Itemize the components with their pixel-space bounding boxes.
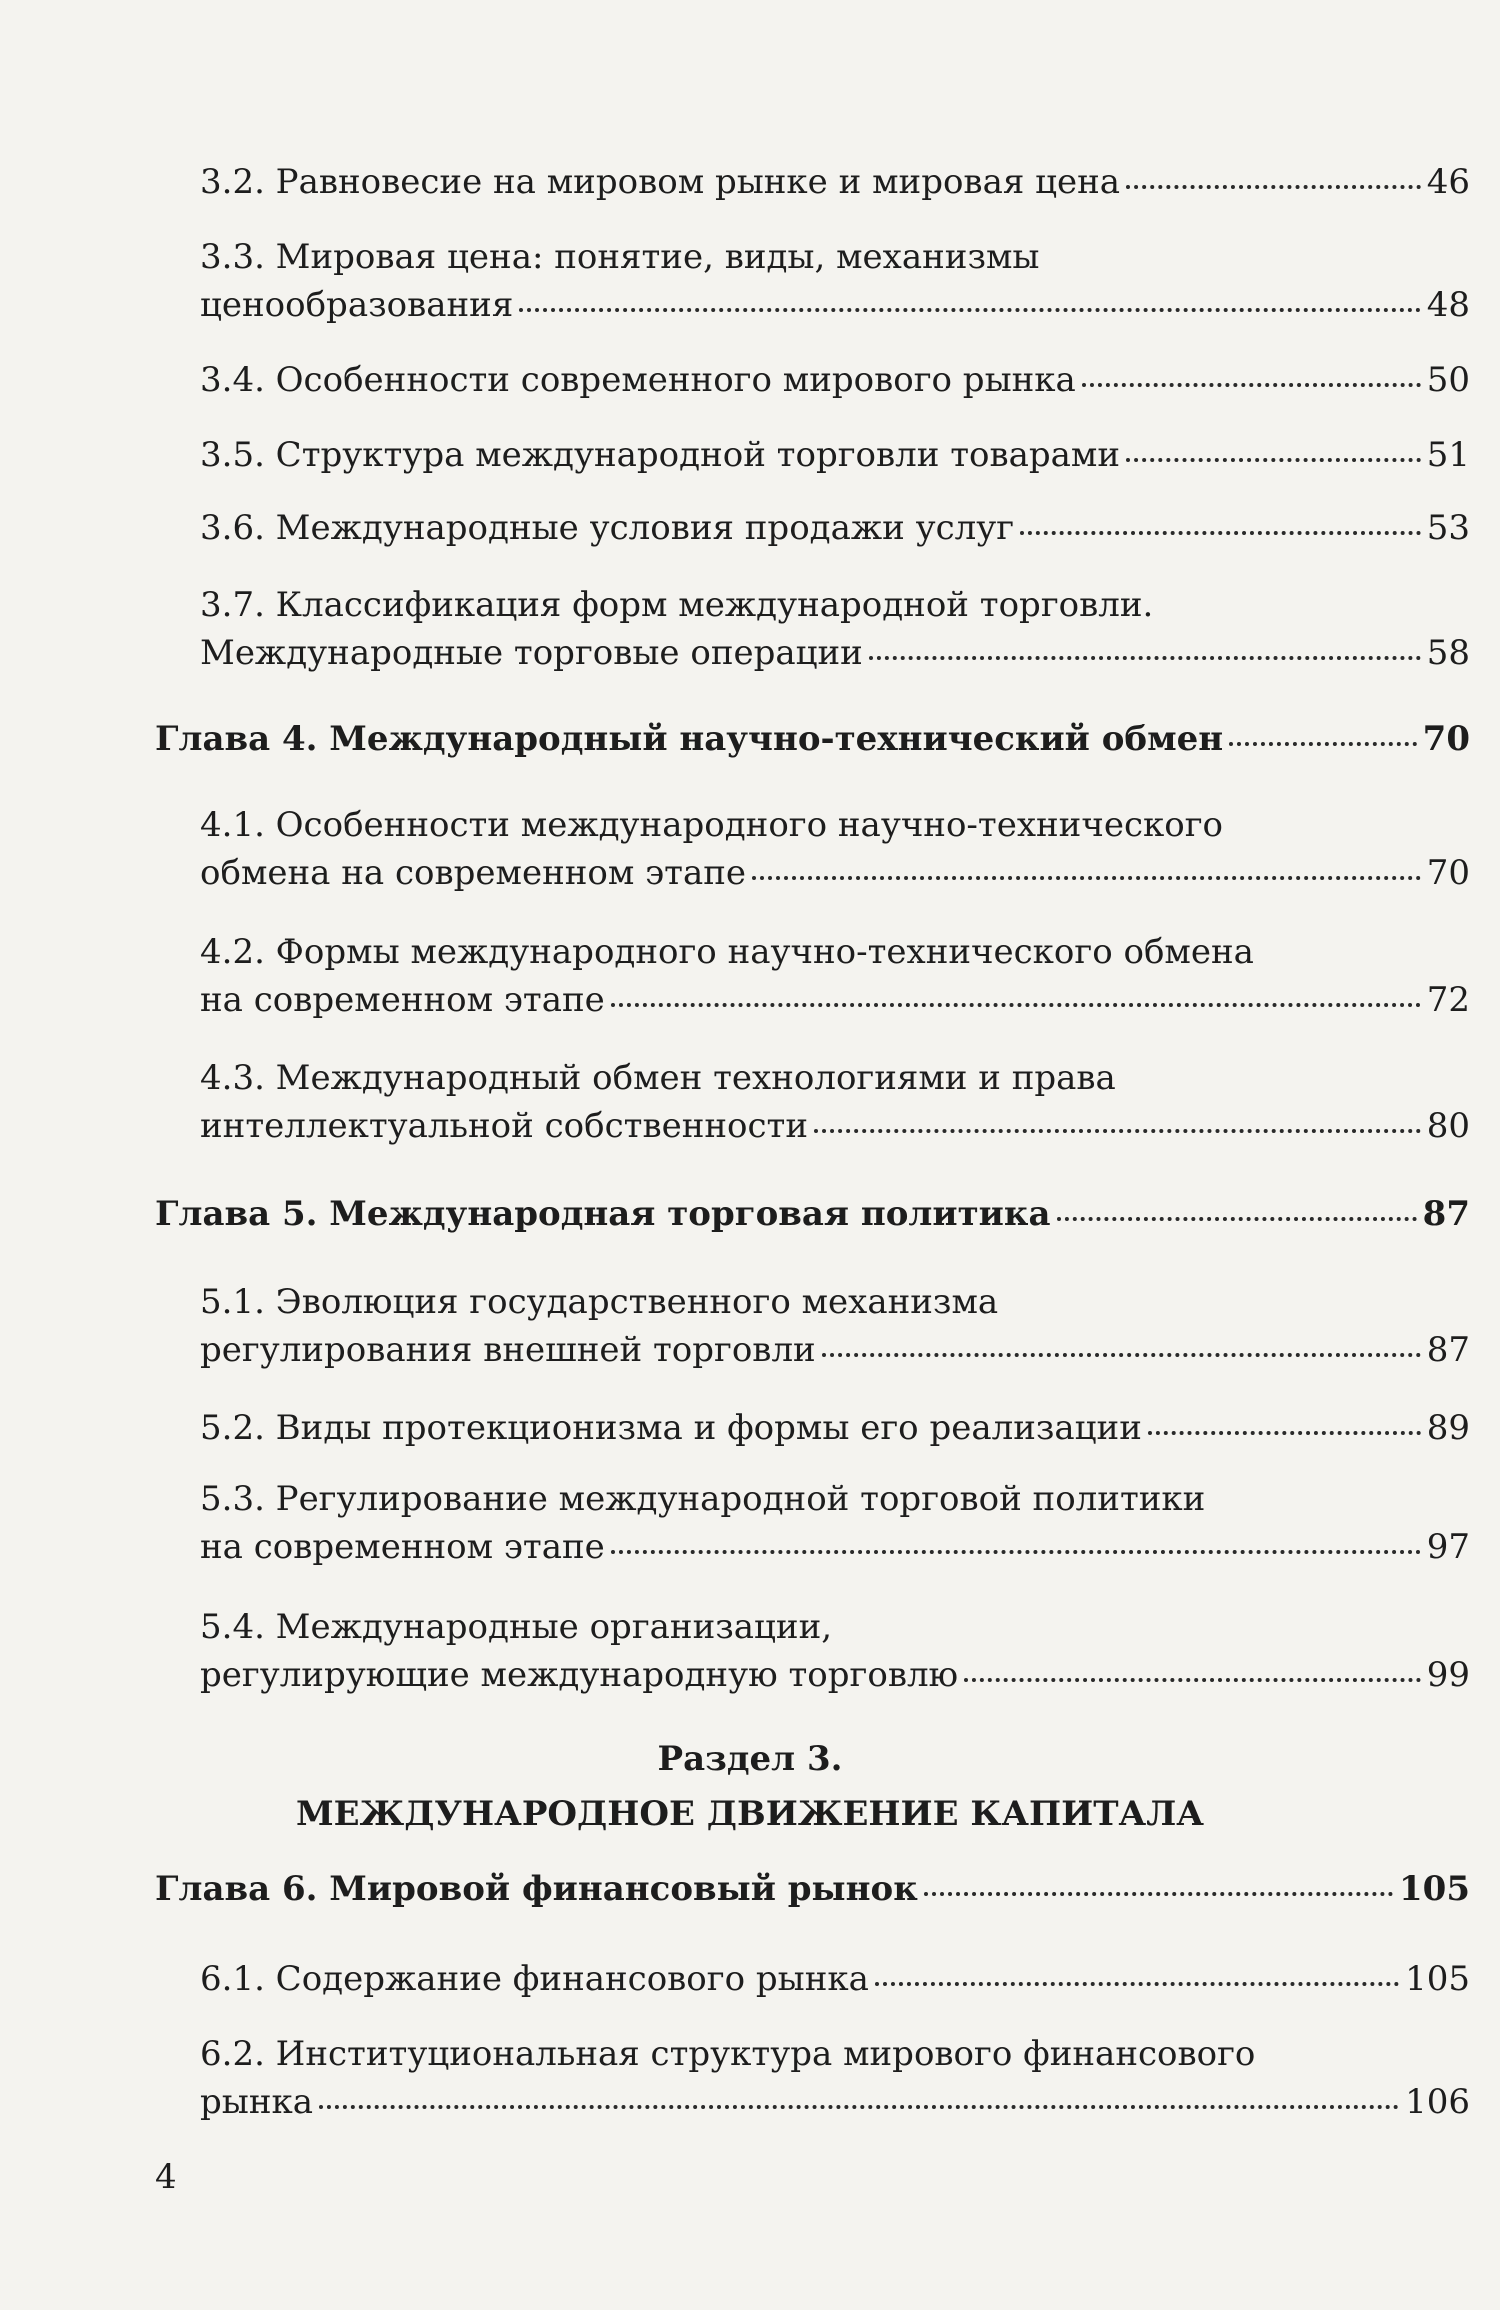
toc-chapter-6[interactable] <box>155 1869 1470 1909</box>
entry-page: 99 <box>1426 1655 1470 1695</box>
entry-title-line: 5.4. Международные организации, <box>200 1607 833 1647</box>
entry-page: 89 <box>1426 1408 1470 1448</box>
entry-title-line: 5.1. Эволюция государственного механизма <box>200 1282 999 1322</box>
entry-page: 50 <box>1426 360 1470 400</box>
entry-title: на современном этапе <box>200 1527 605 1567</box>
dot-leader <box>1057 1211 1417 1221</box>
dot-leader <box>519 302 1420 312</box>
entry-title-line: 4.3. Международный обмен технологиями и права <box>200 1058 1116 1098</box>
dot-leader <box>869 650 1421 660</box>
chapter-title: Глава 6. Мировой финансовый рынок <box>155 1869 918 1909</box>
entry-page: 48 <box>1426 285 1470 325</box>
toc-entry-3-3[interactable] <box>200 237 1470 325</box>
toc-chapter-5[interactable] <box>155 1194 1470 1234</box>
entry-title: регулирующие международную торговлю <box>200 1655 959 1695</box>
entry-page: 58 <box>1426 633 1470 673</box>
entry-page: 46 <box>1426 162 1470 202</box>
entry-title-line: 4.2. Формы международного научно-технического обмена <box>200 932 1254 972</box>
dot-leader <box>1229 736 1417 746</box>
page-number: 4 <box>155 2157 177 2197</box>
entry-page: 72 <box>1426 980 1470 1020</box>
toc-chapter-4[interactable] <box>155 719 1470 759</box>
dot-leader <box>1126 179 1421 189</box>
toc-entry-5-2[interactable] <box>200 1408 1470 1448</box>
entry-page: 97 <box>1426 1527 1470 1567</box>
entry-title: интеллектуальной собственности <box>200 1106 809 1146</box>
toc-entry-4-1[interactable] <box>200 805 1470 893</box>
dot-leader <box>814 1123 1421 1133</box>
dot-leader <box>1148 1425 1421 1435</box>
entry-page: 51 <box>1426 435 1470 475</box>
chapter-title: Глава 5. Международная торговая политика <box>155 1194 1051 1234</box>
entry-title-line: 3.3. Мировая цена: понятие, виды, механизмы <box>200 237 1040 277</box>
entry-title: ценообразования <box>200 285 514 325</box>
entry-title: 3.2. Равновесие на мировом рынке и мировая цена <box>200 162 1121 202</box>
toc-entry-3-2[interactable] <box>200 162 1470 202</box>
chapter-page: 105 <box>1399 1869 1470 1909</box>
entry-title: обмена на современном этапе <box>200 853 747 893</box>
entry-page: 87 <box>1426 1330 1470 1370</box>
dot-leader <box>822 1347 1421 1357</box>
dot-leader <box>1126 452 1421 462</box>
entry-title: 3.6. Международные условия продажи услуг <box>200 508 1015 548</box>
toc-entry-3-7[interactable] <box>200 585 1470 673</box>
dot-leader <box>924 1886 1393 1896</box>
toc-entry-3-6[interactable] <box>200 508 1470 548</box>
dot-leader <box>1082 377 1421 387</box>
chapter-page: 70 <box>1422 719 1470 759</box>
entry-title-line: 6.2. Институциональная структура мирового финансового <box>200 2034 1256 2074</box>
entry-page: 53 <box>1426 508 1470 548</box>
entry-title: на современном этапе <box>200 980 605 1020</box>
dot-leader <box>752 870 1421 880</box>
toc-entry-3-5[interactable] <box>200 435 1470 475</box>
toc-entry-4-2[interactable] <box>200 932 1470 1020</box>
entry-page: 105 <box>1405 1959 1470 1999</box>
toc-entry-3-4[interactable] <box>200 360 1470 400</box>
dot-leader <box>319 2099 1399 2109</box>
entry-title: 3.5. Структура международной торговли товарами <box>200 435 1121 475</box>
entry-title-line: 5.3. Регулирование международной торговой политики <box>200 1479 1206 1519</box>
part-label: Раздел 3. <box>657 1739 843 1779</box>
dot-leader <box>611 1544 1421 1554</box>
toc-entry-5-4[interactable] <box>200 1607 1470 1695</box>
entry-page: 106 <box>1405 2082 1470 2122</box>
entry-title: рынка <box>200 2082 314 2122</box>
dot-leader <box>875 1976 1399 1986</box>
entry-title: 6.1. Содержание финансового рынка <box>200 1959 869 1999</box>
entry-title: Международные торговые операции <box>200 633 863 673</box>
toc-entry-4-3[interactable] <box>200 1058 1470 1146</box>
part-title: МЕЖДУНАРОДНОЕ ДВИЖЕНИЕ КАПИТАЛА <box>296 1794 1204 1834</box>
entry-title: 3.4. Особенности современного мирового рынка <box>200 360 1076 400</box>
dot-leader <box>1020 525 1421 535</box>
toc-entry-6-2[interactable] <box>200 2034 1470 2122</box>
dot-leader <box>964 1672 1421 1682</box>
entry-title: 5.2. Виды протекционизма и формы его реализации <box>200 1408 1142 1448</box>
dot-leader <box>611 997 1421 1007</box>
toc-entry-6-1[interactable] <box>200 1959 1470 1999</box>
chapter-page: 87 <box>1422 1194 1470 1234</box>
entry-page: 70 <box>1426 853 1470 893</box>
toc-entry-5-3[interactable] <box>200 1479 1470 1567</box>
toc-entry-5-1[interactable] <box>200 1282 1470 1370</box>
entry-page: 80 <box>1426 1106 1470 1146</box>
entry-title: регулирования внешней торговли <box>200 1330 816 1370</box>
entry-title-line: 3.7. Классификация форм международной торговли. <box>200 585 1154 625</box>
chapter-title: Глава 4. Международный научно-технический обмен <box>155 719 1224 759</box>
entry-title-line: 4.1. Особенности международного научно-технического <box>200 805 1223 845</box>
